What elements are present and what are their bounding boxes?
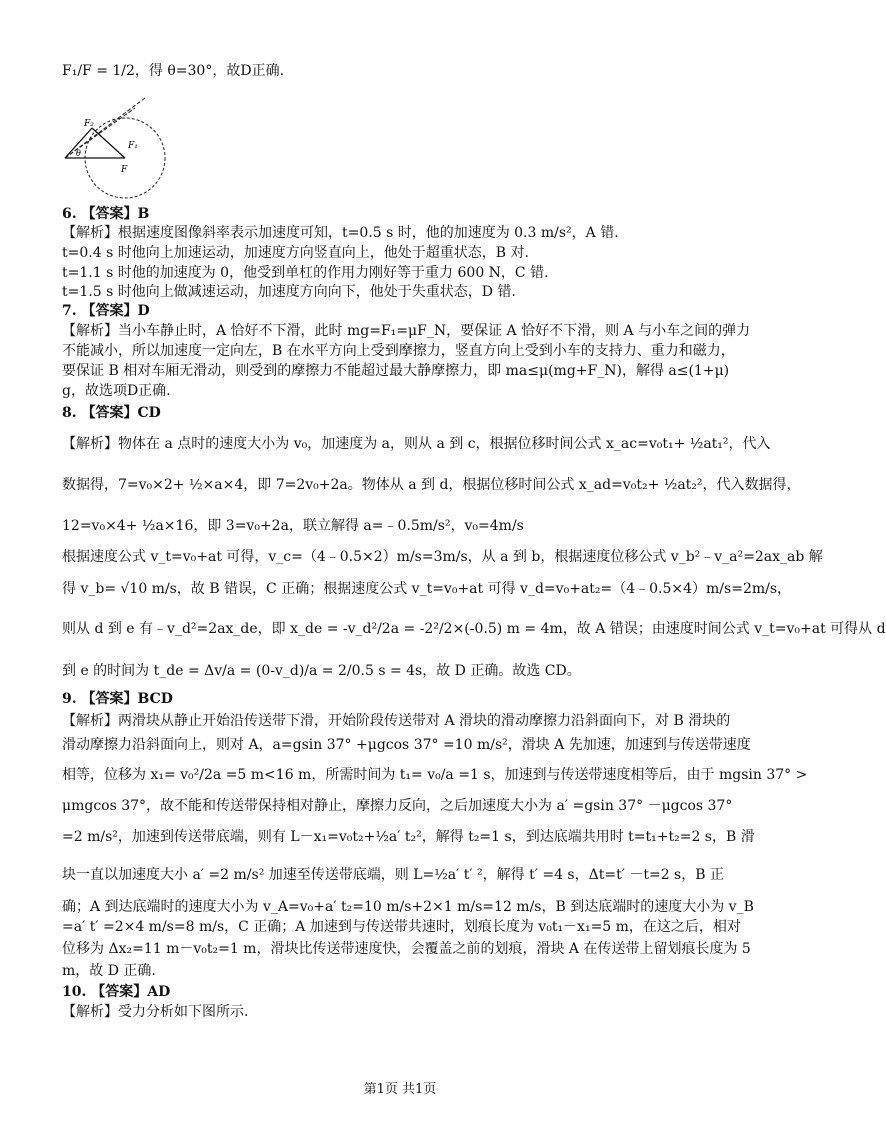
text-line: 滑动摩擦力沿斜面向上，则对 A，a=gsin 37° +μgcos 37° =10 m/s²，滑块 A 先加速，加速到与传送带速度 xyxy=(62,737,751,753)
text-line: t=0.4 s 时他向上加速运动，加速度方向竖直向上，他处于超重状态，B 对. xyxy=(62,245,529,261)
text-line: 则从 d 到 e 有﹣v_d²=2ax_de，即 x_de = -v_d²/2a = -2²/2×(-0.5) m = 4m，故 A 错误；由速度时间公式 v_t=v₀+at 可得从 d xyxy=(62,621,886,637)
text-line: 数据得，7=v₀×2+ ½×a×4，即 7=2v₀+2a。物体从 a 到 d，根据位移时间公式 x_ad=v₀t₂+ ½at₂²，代入数据得， xyxy=(62,477,801,493)
text-line: 【解析】两滑块从静止开始沿传送带下滑，开始阶段传送带对 A 滑块的滑动摩擦力沿斜面向下，对 B 滑块的 xyxy=(62,713,731,729)
text-line: 【解析】当小车静止时，A 恰好不下滑，此时 mg=F₁=μF_N，要保证 A 恰好不下滑，则 A 与小车之间的弹力 xyxy=(62,323,751,339)
label-theta: θ xyxy=(76,149,81,158)
text-line: 位移为 Δx₂=11 m－v₀t₂=1 m，滑块比传送带速度快，会覆盖之前的划痕，滑块 A 在传送带上留划痕长度为 5 xyxy=(62,941,751,957)
text-line: 【解析】受力分析如下图所示. xyxy=(62,1004,249,1020)
text-line: F₁/F = 1/2，得 θ=30°，故D正确. xyxy=(62,63,285,79)
text-line: 得 v_b= √10 m/s，故 B 错误，C 正确；根据速度公式 v_t=v₀+at 可得 v_d=v₀+at₂=（4﹣0.5×4）m/s=2m/s， xyxy=(62,581,792,597)
text-line: 到 e 的时间为 t_de = Δv/a = (0-v_d)/a = 2/0.5 s = 4s，故 D 正确。故选 CD。 xyxy=(62,663,581,679)
text-line: t=1.5 s 时他向上做减速运动，加速度方向向下，他处于失重状态，D 错. xyxy=(62,284,516,300)
text-line: μmgcos 37°，故不能和传送带保持相对静止，摩擦力反向，之后加速度大小为 a′ =gsin 37° －μgcos 37° xyxy=(62,798,733,814)
label-f2: F₂ xyxy=(84,119,94,129)
text-line: t=1.1 s 时他的加速度为 0，他受到单杠的作用力刚好等于重力 600 N，C 错. xyxy=(62,265,549,281)
answer-heading: 6. 【答案】B xyxy=(62,206,150,222)
page-footer: 第1页 共1页 xyxy=(363,1082,437,1097)
force-diagram xyxy=(60,88,180,198)
answer-heading: 9. 【答案】BCD xyxy=(62,691,173,707)
text-line: =2 m/s²，加速到传送带底端，则有 L－x₁=v₀t₂+½a′ t₂²，解得 t₂=1 s，到达底端共用时 t=t₁+t₂=2 s，B 滑 xyxy=(62,829,755,845)
label-f: F xyxy=(121,165,128,175)
text-line: 不能减小，所以加速度一定向左，B 在水平方向上受到摩擦力，竖直方向上受到小车的支持力、重力和磁力， xyxy=(62,343,735,359)
answer-heading: 8. 【答案】CD xyxy=(62,405,161,421)
label-f1: F₁ xyxy=(128,141,138,151)
text-line: m，故 D 正确. xyxy=(62,963,156,979)
text-line: 确；A 到达底端时的速度大小为 v_A=v₀+a′ t₂=10 m/s+2×1 m/s=12 m/s，B 到达底端时的速度大小为 v_B xyxy=(62,899,754,915)
text-line: 要保证 B 相对车厢无滑动，则受到的摩擦力不能超过最大静摩擦力，即 ma≤μ(mg+F_N)，解得 a≤(1+μ) xyxy=(62,363,730,379)
text-line: 12=v₀×4+ ½a×16，即 3=v₀+2a，联立解得 a=﹣0.5m/s²，v₀=4m/s xyxy=(62,518,524,534)
answer-heading: 7. 【答案】D xyxy=(62,303,150,319)
text-line: =a′ t′ =2×4 m/s=8 m/s，C 正确；A 加速到与传送带共速时，划痕长度为 v₀t₁－x₁=5 m，在这之后，相对 xyxy=(62,919,741,935)
text-line: 【解析】物体在 a 点时的速度大小为 v₀，加速度为 a，则从 a 到 c，根据位移时间公式 x_ac=v₀t₁+ ½at₁²，代入 xyxy=(62,436,771,452)
text-line: 相等，位移为 x₁= v₀²/2a =5 m<16 m，所需时间为 t₁= v₀/a =1 s，加速到与传送带速度相等后，由于 mgsin 37° > xyxy=(62,767,808,783)
text-line: g，故选项D正确. xyxy=(62,383,171,399)
text-line: 【解析】根据速度图像斜率表示加速度可知，t=0.5 s 时，他的加速度为 0.3 m/s²，A 错. xyxy=(62,225,619,241)
answer-heading: 10. 【答案】AD xyxy=(62,984,171,1000)
text-line: 根据速度公式 v_t=v₀+at 可得，v_c=（4﹣0.5×2）m/s=3m/s，从 a 到 b，根据速度位移公式 v_b²﹣v_a²=2ax_ab 解 xyxy=(62,549,823,565)
text-line: 块一直以加速度大小 a′ =2 m/s² 加速至传送带底端，则 L=½a′ t′ ²，解得 t′ =4 s，Δt=t′ －t=2 s，B 正 xyxy=(62,867,724,883)
force-f1-arrow xyxy=(92,128,125,158)
